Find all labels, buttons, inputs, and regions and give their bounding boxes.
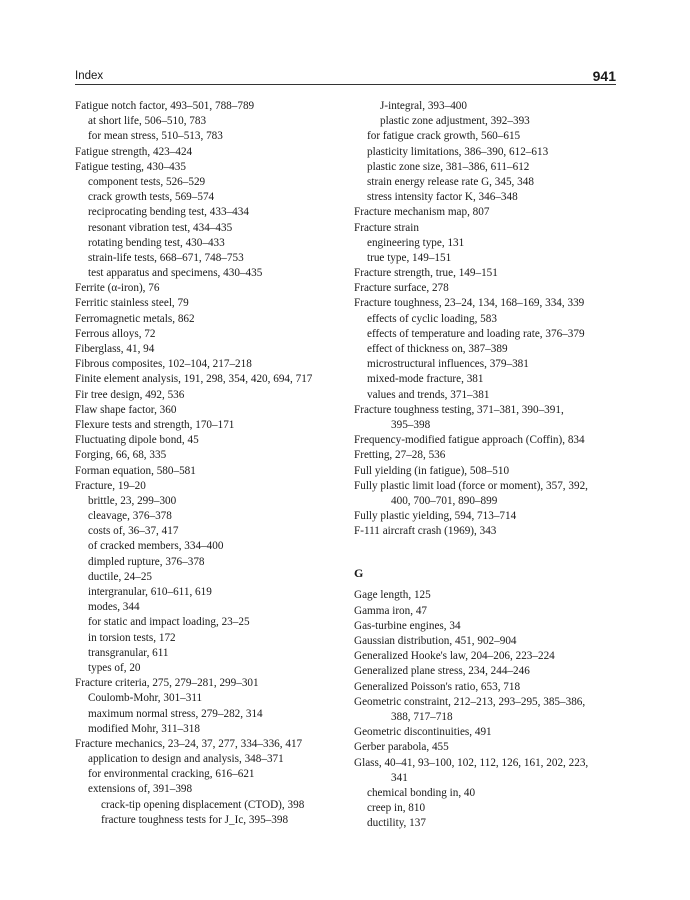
index-entry: Glass, 40–41, 93–100, 102, 112, 126, 161, 202, 223,	[354, 756, 589, 769]
index-entry: Ferritic stainless steel, 79	[75, 297, 189, 310]
page-number: 941	[592, 68, 616, 84]
index-column-left	[75, 99, 347, 828]
index-entry: Fracture surface, 278	[354, 282, 449, 295]
index-entry: Fully plastic limit load (force or moment), 357, 392,	[354, 479, 588, 492]
index-entry: Fatigue testing, 430–435	[75, 160, 186, 173]
index-subentry: modified Mohr, 311–318	[88, 722, 200, 735]
index-entry: Fracture mechanics, 23–24, 37, 277, 334–336, 417	[75, 737, 303, 750]
index-entry: Fibrous composites, 102–104, 217–218	[75, 358, 252, 371]
header-rule	[75, 84, 616, 85]
index-entry: Ferromagnetic metals, 862	[75, 312, 195, 325]
index-entry: F-111 aircraft crash (1969), 343	[354, 525, 497, 538]
index-subentry: extensions of, 391–398	[88, 783, 193, 796]
index-subentry: in torsion tests, 172	[88, 631, 176, 644]
index-subentry: crack-tip opening displacement (CTOD), 398	[101, 798, 305, 811]
index-entry-continuation: 395–398	[391, 418, 431, 431]
index-subentry: plasticity limitations, 386–390, 612–613	[367, 145, 549, 158]
index-subentry: for static and impact loading, 23–25	[88, 616, 250, 629]
index-subentry: effect of thickness on, 387–389	[367, 343, 508, 355]
index-subentry: strain-life tests, 668–671, 748–753	[88, 251, 244, 264]
index-entry: Gage length, 125	[354, 589, 431, 602]
index-entry: Gerber parabola, 455	[354, 741, 449, 754]
index-subentry: chemical bonding in, 40	[367, 786, 476, 799]
index-entry: Flexure tests and strength, 170–171	[75, 418, 235, 431]
index-subentry: ductile, 24–25	[88, 570, 153, 583]
index-entry-continuation: 341	[391, 771, 408, 784]
page-header	[75, 64, 616, 86]
index-subentry: cleavage, 376–378	[88, 510, 172, 523]
index-subentry: values and trends, 371–381	[367, 388, 490, 401]
index-entry: Gas-turbine engines, 34	[354, 619, 461, 632]
index-entry: Fiberglass, 41, 94	[75, 343, 155, 355]
index-entry: Forging, 66, 68, 335	[75, 449, 167, 462]
index-entry: Fracture criteria, 275, 279–281, 299–301	[75, 677, 259, 690]
index-subentry: fracture toughness tests for J_Ic, 395–398	[101, 813, 289, 826]
index-subentry: brittle, 23, 299–300	[88, 494, 177, 507]
index-subentry: of cracked members, 334–400	[88, 540, 224, 553]
index-entry: Full yielding (in fatigue), 508–510	[354, 464, 510, 477]
index-subentry: stress intensity factor K, 346–348	[367, 191, 518, 204]
index-entry: Fluctuating dipole bond, 45	[75, 434, 199, 447]
index-entry: Fatigue notch factor, 493–501, 788–789	[75, 100, 255, 112]
index-subentry: intergranular, 610–611, 619	[88, 586, 212, 598]
index-subentry: dimpled rupture, 376–378	[88, 555, 205, 568]
index-subentry: costs of, 36–37, 417	[88, 525, 179, 538]
index-subentry: J-integral, 393–400	[380, 100, 467, 112]
index-subentry: ductility, 137	[367, 817, 426, 830]
index-subentry: for environmental cracking, 616–621	[88, 768, 255, 781]
index-entry: Geometric discontinuities, 491	[354, 726, 492, 739]
section-letter: G	[354, 566, 364, 581]
index-subentry: modes, 344	[88, 601, 140, 614]
index-subentry: test apparatus and specimens, 430–435	[88, 267, 263, 280]
index-entry: Ferrous alloys, 72	[75, 327, 156, 340]
index-entry: Fracture toughness testing, 371–381, 390–391,	[354, 403, 564, 416]
index-subentry: at short life, 506–510, 783	[88, 115, 207, 128]
index-entry: Generalized Poisson's ratio, 653, 718	[354, 680, 521, 693]
index-subentry: true type, 149–151	[367, 251, 452, 264]
index-entry: Fretting, 27–28, 536	[354, 449, 446, 462]
index-entry-continuation: 400, 700–701, 890–899	[391, 494, 498, 507]
index-entry: Fracture toughness, 23–24, 134, 168–169, 334, 339	[354, 297, 585, 310]
index-entry: Finite element analysis, 191, 298, 354, 420, 694, 717	[75, 373, 313, 386]
index-subentry: types of, 20	[88, 661, 141, 674]
index-entry: Fracture, 19–20	[75, 479, 146, 492]
index-subentry: engineering type, 131	[367, 236, 465, 249]
index-entry: Fully plastic yielding, 594, 713–714	[354, 510, 517, 523]
index-subentry: mixed-mode fracture, 381	[367, 373, 484, 386]
index-subentry: transgranular, 611	[88, 646, 169, 659]
index-entry: Frequency-modified fatigue approach (Coffin), 834	[354, 434, 585, 447]
running-head: Index	[75, 70, 104, 82]
index-subentry: effects of temperature and loading rate, 376–379	[367, 327, 585, 340]
index-entry: Gaussian distribution, 451, 902–904	[354, 635, 517, 647]
index-entry: Flaw shape factor, 360	[75, 403, 177, 416]
index-entry: Generalized plane stress, 234, 244–246	[354, 665, 530, 678]
index-entry-continuation: 388, 717–718	[391, 710, 453, 723]
index-entry: Fracture strain	[354, 221, 419, 234]
index-subentry: application to design and analysis, 348–371	[88, 753, 284, 766]
index-entry: Fir tree design, 492, 536	[75, 388, 185, 401]
index-subentry: Coulomb-Mohr, 301–311	[88, 692, 203, 705]
index-subentry: resonant vibration test, 434–435	[88, 221, 233, 234]
index-entry: Generalized Hooke's law, 204–206, 223–224	[354, 650, 555, 663]
section-gap	[354, 539, 619, 558]
index-subentry: strain energy release rate G, 345, 348	[367, 175, 534, 188]
index-column-right	[354, 99, 619, 831]
index-subentry: creep in, 810	[367, 802, 426, 815]
index-subentry: maximum normal stress, 279–282, 314	[88, 707, 263, 720]
index-entry: Fracture strength, true, 149–151	[354, 267, 498, 280]
index-entry: Geometric constraint, 212–213, 293–295, 385–386,	[354, 695, 586, 708]
index-entry: Fracture mechanism map, 807	[354, 206, 490, 219]
index-subentry: for fatigue crack growth, 560–615	[367, 130, 521, 143]
index-subentry: for mean stress, 510–513, 783	[88, 130, 223, 143]
index-subentry: microstructural influences, 379–381	[367, 358, 529, 371]
index-subentry: plastic zone size, 381–386, 611–612	[367, 160, 530, 173]
index-subentry: plastic zone adjustment, 392–393	[380, 115, 530, 128]
index-subentry: effects of cyclic loading, 583	[367, 312, 497, 325]
index-subentry: crack growth tests, 569–574	[88, 191, 215, 204]
index-subentry: component tests, 526–529	[88, 175, 206, 188]
index-entry: Ferrite (α-iron), 76	[75, 282, 160, 295]
index-subentry: reciprocating bending test, 433–434	[88, 206, 249, 219]
index-entry: Gamma iron, 47	[354, 604, 428, 617]
index-subentry: rotating bending test, 430–433	[88, 236, 225, 249]
index-entry: Fatigue strength, 423–424	[75, 145, 193, 158]
index-entry: Forman equation, 580–581	[75, 464, 196, 477]
